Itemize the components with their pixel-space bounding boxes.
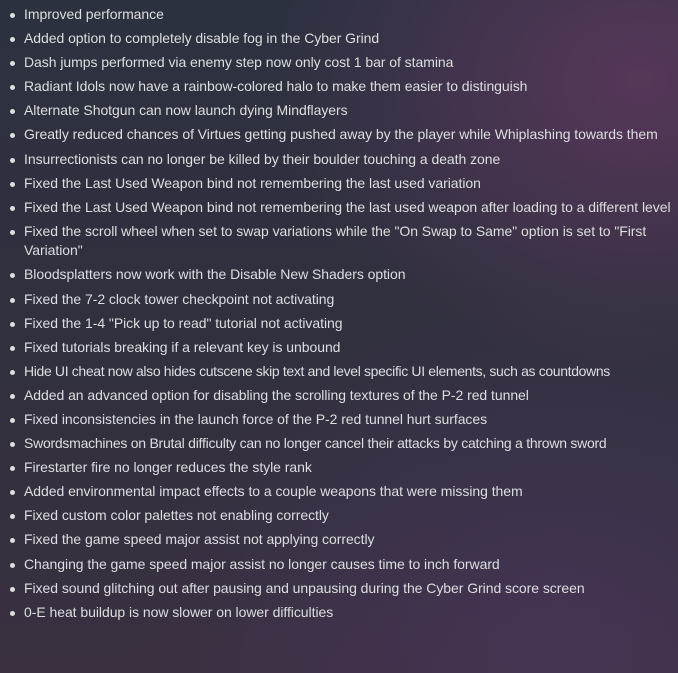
bullet-icon [10, 230, 15, 235]
note-text: Insurrectionists can no longer be killed by their boulder touching a death zone [24, 150, 501, 167]
bullet-icon [10, 490, 15, 495]
bullet-icon [10, 466, 15, 471]
bullet-icon [10, 85, 15, 90]
list-item [6, 386, 674, 406]
note-text: Radiant Idols now have a rainbow-colored halo to make them easier to distinguish [24, 78, 528, 95]
note-text: Added option to completely disable fog in the Cyber Grind [24, 30, 380, 47]
bullet-icon [10, 418, 15, 423]
bullet-icon [10, 206, 15, 211]
note-text: Dash jumps performed via enemy step now only cost 1 bar of stamina [24, 54, 454, 71]
list-item [6, 5, 674, 25]
note-text: Swordsmachines on Brutal difficulty can no longer cancel their attacks by catching a thrown sword [24, 435, 607, 452]
list-item [6, 125, 674, 145]
note-text: Fixed tutorials breaking if a relevant key is unbound [24, 338, 341, 355]
note-text: Fixed custom color palettes not enabling correctly [24, 507, 329, 524]
note-text: Fixed the game speed major assist not applying correctly [24, 531, 375, 548]
bullet-icon [10, 182, 15, 187]
list-item [6, 362, 674, 382]
bullet-icon [10, 394, 15, 399]
list-item [6, 174, 674, 194]
list-item [6, 77, 674, 97]
note-text: 0-E heat buildup is now slower on lower difficulties [24, 603, 334, 620]
list-item [6, 506, 674, 526]
list-item [6, 482, 674, 502]
list-item [6, 265, 674, 285]
list-item [6, 555, 674, 575]
list-item [6, 222, 674, 261]
bullet-icon [10, 133, 15, 138]
list-item [6, 198, 674, 218]
bullet-icon [10, 37, 15, 42]
note-text: Fixed sound glitching out after pausing and unpausing during the Cyber Grind score screen [24, 579, 585, 596]
note-text: Added an advanced option for disabling the scrolling textures of the P-2 red tunnel [24, 386, 529, 403]
bullet-icon [10, 109, 15, 114]
list-item [6, 434, 674, 454]
bullet-icon [10, 611, 15, 616]
note-text: Alternate Shotgun can now launch dying Mindflayers [24, 102, 348, 119]
bullet-icon [10, 370, 15, 375]
list-item [6, 53, 674, 73]
bullet-icon [10, 442, 15, 447]
note-text: Fixed inconsistencies in the launch force of the P-2 red tunnel hurt surfaces [24, 411, 488, 427]
list-item [6, 29, 674, 49]
note-text: Fixed the 7-2 clock tower checkpoint not activating [24, 290, 335, 307]
bullet-icon [10, 346, 15, 351]
note-text: Fixed the Last Used Weapon bind not remembering the last used weapon after loading to a different level [24, 198, 671, 215]
bullet-icon [10, 538, 15, 543]
list-item [6, 314, 674, 334]
bullet-icon [10, 298, 15, 303]
bullet-icon [10, 61, 15, 66]
list-item [6, 458, 674, 478]
list-item [6, 530, 674, 550]
bullet-icon [10, 158, 15, 163]
note-text: Improved performance [24, 6, 164, 22]
bullet-icon [10, 13, 15, 18]
note-text: Firestarter fire no longer reduces the style rank [24, 459, 312, 476]
bullet-icon [10, 322, 15, 327]
bullet-icon [10, 587, 15, 592]
list-item [6, 338, 674, 358]
list-item [6, 290, 674, 310]
note-text: Fixed the 1-4 "Pick up to read" tutorial not activating [24, 314, 343, 331]
patch-notes-list [6, 5, 674, 622]
list-item [6, 150, 674, 170]
list-item [6, 410, 674, 430]
note-text: Bloodsplatters now work with the Disable New Shaders option [24, 266, 406, 283]
note-text: Added environmental impact effects to a couple weapons that were missing them [24, 483, 523, 500]
note-text: Greatly reduced chances of Virtues getting pushed away by the player while Whiplashing towards them [24, 126, 658, 143]
note-text: Fixed the scroll wheel when set to swap variations while the "On Swap to Same" option is set to "First Variation" [24, 222, 647, 259]
bullet-icon [10, 514, 15, 519]
list-item [6, 603, 674, 623]
list-item [6, 101, 674, 121]
note-text: Fixed the Last Used Weapon bind not remembering the last used variation [24, 174, 481, 191]
bullet-icon [10, 273, 15, 278]
list-item [6, 579, 674, 599]
bullet-icon [10, 563, 15, 568]
note-text: Changing the game speed major assist no longer causes time to inch forward [24, 555, 500, 572]
note-text: Hide UI cheat now also hides cutscene skip text and level specific UI elements, such as countdowns [24, 362, 610, 379]
